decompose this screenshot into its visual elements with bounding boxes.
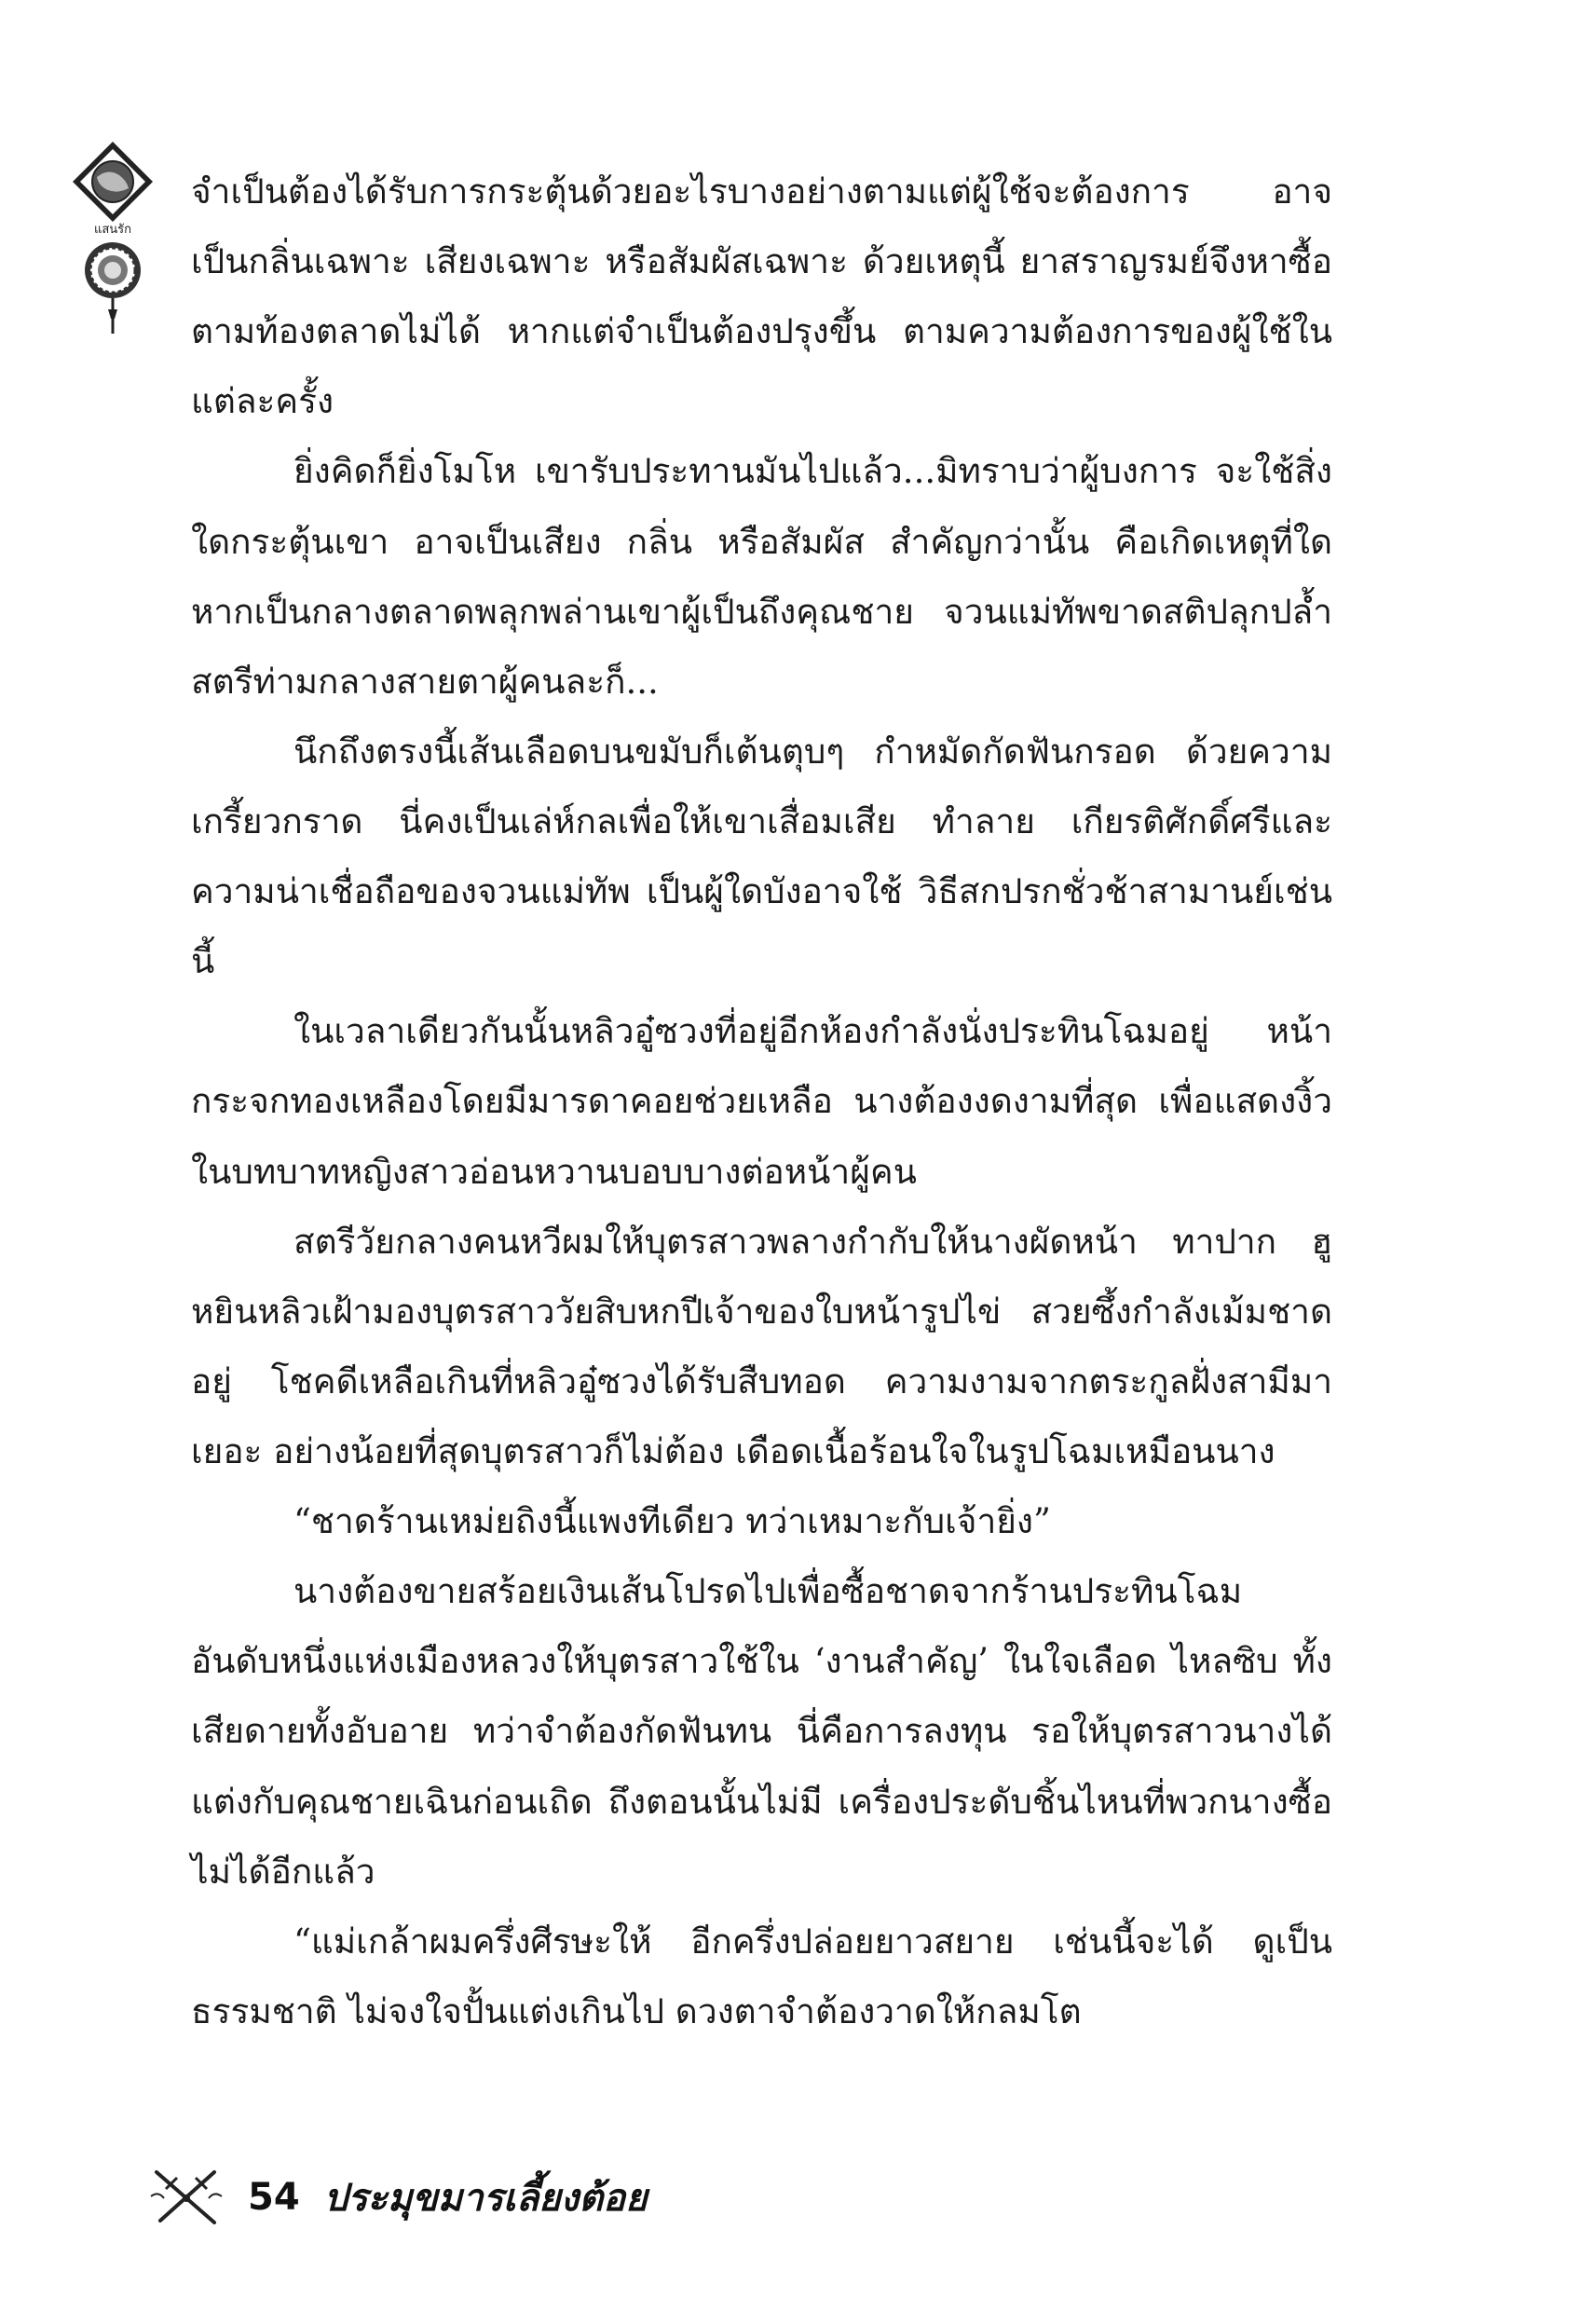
paragraph: สตรีวัยกลางคนหวีผมให้บุตรสาวพลางกำกับให้นางผัดหน้า ทาปาก ฮูหยินหลิวเฝ้ามองบุตรสาววัยสิบหกปีเจ้าของใบหน้ารูปไข่ สวยซึ้งกำลังเม้มชาดอยู่ โชคดีเหลือเกินที่หลิวอู๋ซวงได้รับสืบทอด ความงามจากตระกูลฝั่งสามีมาเยอะ อย่างน้อยที่สุดบุตรสาวก็ไม่ต้อง เดือดเนื้อร้อนใจในรูปโฉมเหมือนนาง xyxy=(191,1221,1332,1471)
page-number: 54 xyxy=(248,2176,300,2219)
paragraph: นางต้องขายสร้อยเงินเส้นโปรดไปเพื่อซื้อชาดจากร้านประทินโฉม อันดับหนึ่งแห่งเมืองหลวงให้บุตรสาวใช้ใน ‘งานสำคัญ’ ในใจเลือด ไหลซิบ ทั้งเสียดายทั้งอับอาย ทว่าจำต้องกัดฟันทน นี่คือการลงทุน รอให้บุตรสาวนางได้แต่งกับคุณชายเฉินก่อนเถิด ถึงตอนนั้นไม่มี เครื่องประดับชิ้นไหนที่พวกนางซื้อไม่ได้อีกแล้ว xyxy=(191,1571,1332,1892)
body-text xyxy=(191,157,1332,2046)
book-title: ประมุขมารเลี้ยงต้อย xyxy=(323,2176,648,2220)
page-footer xyxy=(149,2160,648,2235)
publisher-seal-icon xyxy=(71,140,155,335)
paragraph: นึกถึงตรงนี้เส้นเลือดบนขมับก็เต้นตุบๆ กำหมัดกัดฟันกรอด ด้วยความเกรี้ยวกราด นี่คงเป็นเล่ห์กลเพื่อให้เขาเสื่อมเสีย ทำลาย เกียรติศักดิ์ศรีและความน่าเชื่อถือของจวนแม่ทัพ เป็นผู้ใดบังอาจใช้ วิธีสกปรกชั่วช้าสามานย์เช่นนี้ xyxy=(191,731,1332,982)
paragraph: “ชาดร้านเหม่ยถิงนี้แพงทีเดียว ทว่าเหมาะกับเจ้ายิ่ง” xyxy=(293,1501,1051,1542)
paragraph: “แม่เกล้าผมครึ่งศีรษะให้ อีกครึ่งปล่อยยาวสยาย เช่นนี้จะได้ ดูเป็นธรรมชาติ ไม่จงใจปั้นแต่งเกินไป ดวงตาจำต้องวาดให้กลมโต xyxy=(191,1921,1332,2031)
paragraph: ในเวลาเดียวกันนั้นหลิวอู๋ซวงที่อยู่อีกห้องกำลังนั่งประทินโฉมอยู่ หน้ากระจกทองเหลืองโดยมีมารดาคอยช่วยเหลือ นางต้องงดงามที่สุด เพื่อแสดงงิ้วในบทบาทหญิงสาวอ่อนหวานบอบบางต่อหน้าผู้คน xyxy=(191,1011,1332,1192)
paragraph: ยิ่งคิดก็ยิ่งโมโห เขารับประทานมันไปแล้ว...มิทราบว่าผู้บงการ จะใช้สิ่งใดกระตุ้นเขา อาจเป็นเสียง กลิ่น หรือสัมผัส สำคัญกว่านั้น คือเกิดเหตุที่ใด หากเป็นกลางตลาดพลุกพล่านเขาผู้เป็นถึงคุณชาย จวนแม่ทัพขาดสติปลุกปล้ำสตรีท่ามกลางสายตาผู้คนละก็... xyxy=(191,451,1332,702)
paragraph: จำเป็นต้องได้รับการกระตุ้นด้วยอะไรบางอย่างตามแต่ผู้ใช้จะต้องการ อาจเป็นกลิ่นเฉพาะ เสียงเฉพาะ หรือสัมผัสเฉพาะ ด้วยเหตุนี้ ยาสราญรมย์จึงหาซื้อตามท้องตลาดไม่ได้ หากแต่จำเป็นต้องปรุงขึ้น ตามความต้องการของผู้ใช้ในแต่ละครั้ง xyxy=(191,171,1332,422)
crossed-swords-icon xyxy=(149,2165,224,2230)
emblem-label: แสนรัก xyxy=(93,223,132,237)
